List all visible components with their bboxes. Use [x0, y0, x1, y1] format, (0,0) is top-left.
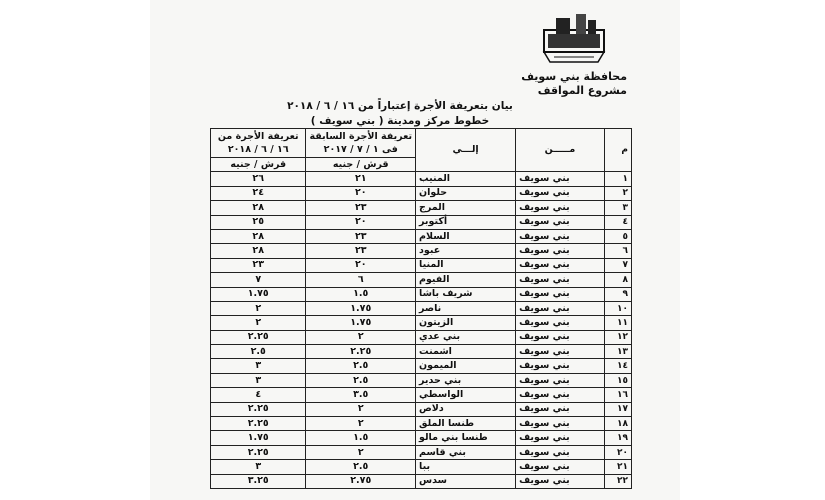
row-old-fare: ١.٥ [306, 431, 416, 445]
row-from: بني سويف [516, 301, 605, 315]
row-old-fare: ٢٣ [306, 201, 416, 215]
row-number: ٤ [604, 215, 631, 229]
row-to: الفيوم [416, 273, 516, 287]
row-to: الميمون [416, 359, 516, 373]
row-to: عبود [416, 244, 516, 258]
row-number: ١٠ [604, 301, 631, 315]
table-row [211, 201, 632, 215]
row-number: ٩ [604, 287, 631, 301]
row-to: الزيتون [416, 316, 516, 330]
row-old-fare: ١.٧٥ [306, 316, 416, 330]
row-from: بني سويف [516, 460, 605, 474]
table-row [211, 445, 632, 459]
table-row [211, 287, 632, 301]
row-old-fare: ٢ [306, 417, 416, 431]
row-new-fare: ٢ [211, 316, 306, 330]
old-fare-label: تعريفة الأجرة السابقة [309, 131, 413, 142]
row-new-fare: ٢.٢٥ [211, 417, 306, 431]
governorate-emblem [538, 10, 610, 66]
document-subtitle: خطوط مركز ومدينة ( بني سويف ) [310, 115, 490, 127]
row-number: ٢٠ [604, 445, 631, 459]
row-new-fare: ٢٨ [211, 201, 306, 215]
row-new-fare: ٧ [211, 273, 306, 287]
row-old-fare: ٢٣ [306, 244, 416, 258]
row-to: طنسا الملق [416, 417, 516, 431]
row-from: بني سويف [516, 244, 605, 258]
col-header-from: مـــــن [516, 129, 605, 172]
row-number: ١٣ [604, 345, 631, 359]
row-number: ١٧ [604, 402, 631, 416]
row-number: ٥ [604, 229, 631, 243]
row-to: السلام [416, 229, 516, 243]
row-new-fare: ٢.٢٥ [211, 445, 306, 459]
row-old-fare: ٢.٢٥ [306, 345, 416, 359]
row-number: ١ [604, 172, 631, 186]
row-old-fare: ٢.٥ [306, 460, 416, 474]
row-new-fare: ١.٧٥ [211, 431, 306, 445]
row-new-fare: ٣ [211, 359, 306, 373]
row-new-fare: ٣ [211, 460, 306, 474]
col-header-to: إلـــي [416, 129, 516, 172]
table-row [211, 460, 632, 474]
table-row [211, 330, 632, 344]
table-row [211, 402, 632, 416]
row-number: ١٨ [604, 417, 631, 431]
table-row [211, 316, 632, 330]
unit-old: قرش / جنيه [306, 158, 416, 172]
row-new-fare: ٢٥ [211, 215, 306, 229]
row-number: ٨ [604, 273, 631, 287]
new-fare-date: ١٦ / ٦ / ٢٠١٨ [227, 144, 289, 155]
row-new-fare: ٢٦ [211, 172, 306, 186]
document-title: بيان بتعريفة الأجرة إعتباراً من ١٦ / ٦ / ٢٠١٨ [287, 100, 513, 112]
row-new-fare: ٣.٢٥ [211, 474, 306, 488]
row-number: ٢ [604, 186, 631, 200]
row-new-fare: ٢٨ [211, 244, 306, 258]
row-to: الواسطي [416, 388, 516, 402]
row-old-fare: ١.٥ [306, 287, 416, 301]
row-old-fare: ١.٧٥ [306, 301, 416, 315]
row-to: حلوان [416, 186, 516, 200]
row-to: بني قاسم [416, 445, 516, 459]
row-new-fare: ١.٧٥ [211, 287, 306, 301]
old-fare-date: فى ١ / ٧ / ٢٠١٧ [323, 144, 398, 155]
table-row [211, 215, 632, 229]
row-from: بني سويف [516, 388, 605, 402]
row-from: بني سويف [516, 345, 605, 359]
row-from: بني سويف [516, 273, 605, 287]
project-name: مشروع المواقف [537, 84, 627, 97]
row-to: المنيب [416, 172, 516, 186]
row-number: ١٦ [604, 388, 631, 402]
table-row [211, 474, 632, 488]
governorate-name: محافظة بني سويف [521, 70, 627, 83]
row-to: بني عدي [416, 330, 516, 344]
row-old-fare: ٢.٧٥ [306, 474, 416, 488]
row-number: ٦ [604, 244, 631, 258]
row-number: ١٥ [604, 373, 631, 387]
table-row [211, 345, 632, 359]
row-new-fare: ٢.٢٥ [211, 330, 306, 344]
row-old-fare: ٢ [306, 445, 416, 459]
table-row [211, 373, 632, 387]
fare-table [210, 128, 632, 489]
row-new-fare: ٢.٢٥ [211, 402, 306, 416]
row-old-fare: ٢.٥ [306, 373, 416, 387]
row-number: ٢٢ [604, 474, 631, 488]
row-old-fare: ٢ [306, 402, 416, 416]
row-from: بني سويف [516, 201, 605, 215]
row-to: ببا [416, 460, 516, 474]
row-number: ١٤ [604, 359, 631, 373]
col-header-number: م [604, 129, 631, 172]
row-to: طنسا بني مالو [416, 431, 516, 445]
row-from: بني سويف [516, 215, 605, 229]
row-to: المنيا [416, 258, 516, 272]
row-old-fare: ٢٠ [306, 186, 416, 200]
row-to: بني حدير [416, 373, 516, 387]
row-to: المرج [416, 201, 516, 215]
row-old-fare: ٢٠ [306, 215, 416, 229]
row-from: بني سويف [516, 402, 605, 416]
table-row [211, 186, 632, 200]
table-row [211, 273, 632, 287]
row-from: بني سويف [516, 431, 605, 445]
row-from: بني سويف [516, 287, 605, 301]
row-to: سدس [416, 474, 516, 488]
row-old-fare: ٢٠ [306, 258, 416, 272]
row-to: دلاص [416, 402, 516, 416]
table-row [211, 229, 632, 243]
row-from: بني سويف [516, 258, 605, 272]
row-from: بني سويف [516, 172, 605, 186]
row-from: بني سويف [516, 359, 605, 373]
row-from: بني سويف [516, 186, 605, 200]
row-number: ٧ [604, 258, 631, 272]
row-old-fare: ٦ [306, 273, 416, 287]
table-row [211, 172, 632, 186]
col-header-old-fare [306, 129, 416, 158]
row-number: ٢١ [604, 460, 631, 474]
row-new-fare: ٢٣ [211, 258, 306, 272]
table-row [211, 431, 632, 445]
row-from: بني سويف [516, 330, 605, 344]
fare-rows [211, 172, 632, 489]
row-from: بني سويف [516, 417, 605, 431]
table-row [211, 244, 632, 258]
row-from: بني سويف [516, 474, 605, 488]
col-header-new-fare [211, 129, 306, 158]
row-new-fare: ٣ [211, 373, 306, 387]
row-new-fare: ٢.٥ [211, 345, 306, 359]
new-fare-label: تعريفة الأجرة من [217, 131, 299, 142]
row-from: بني سويف [516, 229, 605, 243]
row-to: أكتوبر [416, 215, 516, 229]
row-old-fare: ٢٣ [306, 229, 416, 243]
row-new-fare: ٢ [211, 301, 306, 315]
table-row [211, 359, 632, 373]
unit-new: قرش / جنيه [211, 158, 306, 172]
row-number: ٣ [604, 201, 631, 215]
row-from: بني سويف [516, 445, 605, 459]
row-from: بني سويف [516, 373, 605, 387]
row-old-fare: ٢ [306, 330, 416, 344]
row-old-fare: ٣.٥ [306, 388, 416, 402]
row-from: بني سويف [516, 316, 605, 330]
row-number: ١٢ [604, 330, 631, 344]
row-old-fare: ٢.٥ [306, 359, 416, 373]
row-number: ١١ [604, 316, 631, 330]
row-to: اشمنت [416, 345, 516, 359]
table-row [211, 258, 632, 272]
table-row [211, 301, 632, 315]
row-new-fare: ٤ [211, 388, 306, 402]
table-row [211, 388, 632, 402]
row-old-fare: ٢١ [306, 172, 416, 186]
row-new-fare: ٢٤ [211, 186, 306, 200]
table-row [211, 417, 632, 431]
row-to: ناصر [416, 301, 516, 315]
row-to: شريف باشا [416, 287, 516, 301]
row-new-fare: ٢٨ [211, 229, 306, 243]
row-number: ١٩ [604, 431, 631, 445]
